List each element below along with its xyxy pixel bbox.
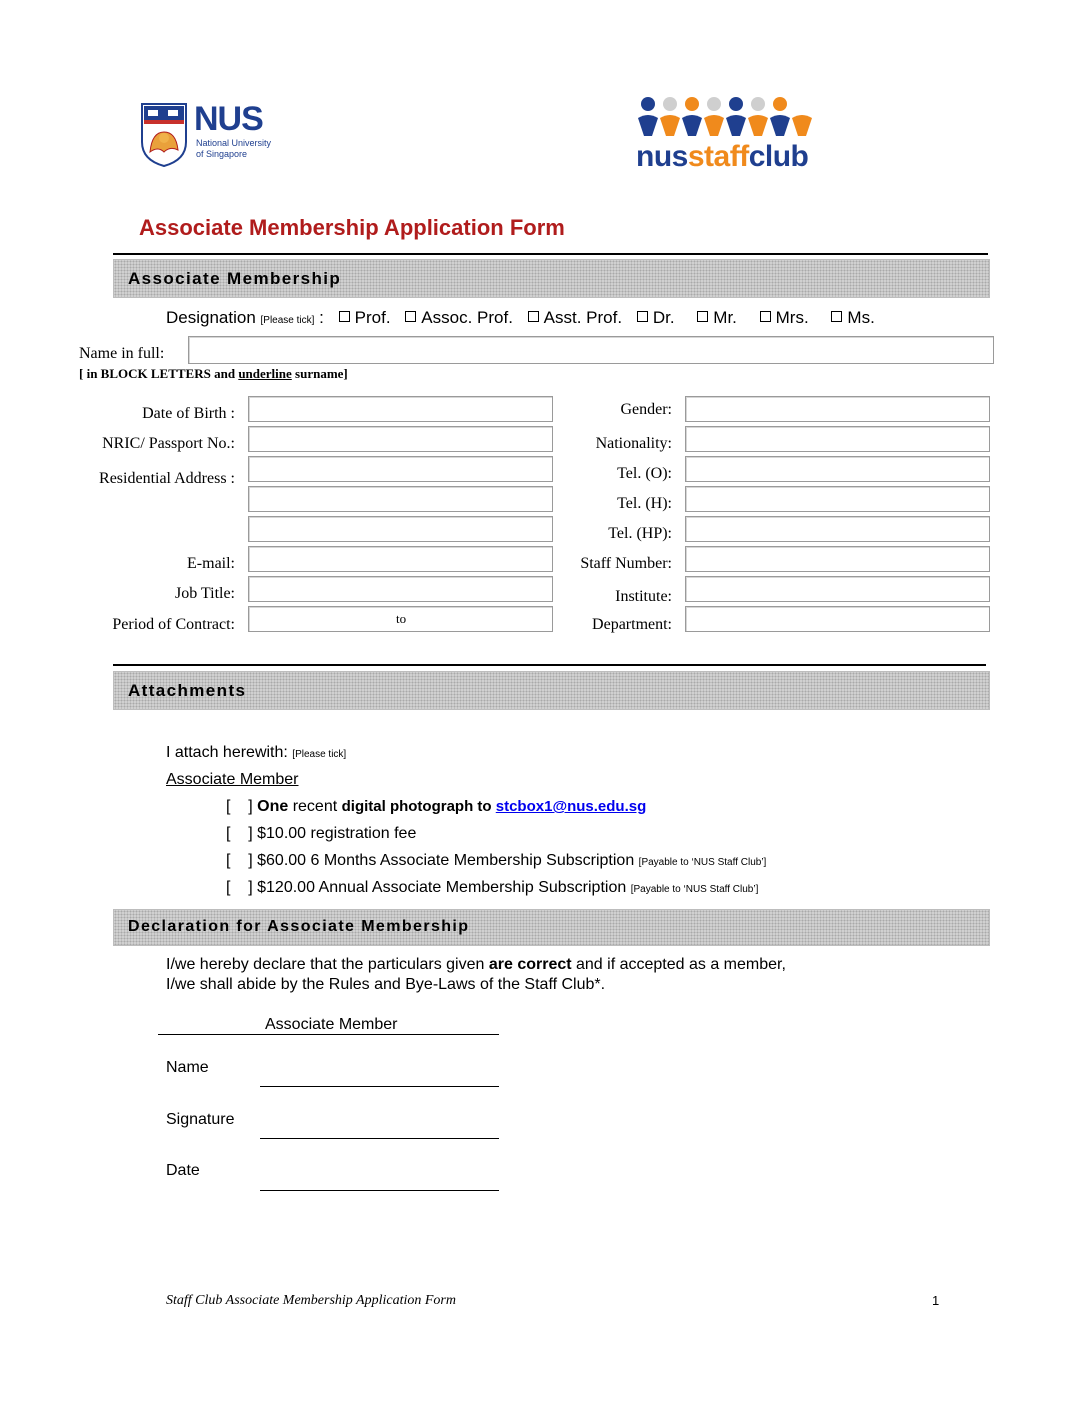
contract-label: Period of Contract:: [112, 616, 235, 633]
designation-assoc-prof[interactable]: Assoc. Prof.: [395, 308, 513, 327]
designation-prof[interactable]: Prof.: [329, 308, 391, 327]
people-row-icon: [636, 96, 816, 140]
signature-col-heading: Associate Member: [265, 1016, 398, 1033]
signature-line[interactable]: [260, 1138, 499, 1139]
staff-club-wordmark: nusstaffclub: [636, 140, 809, 173]
footer-text: Staff Club Associate Membership Application Form: [166, 1293, 456, 1308]
attach-item-6month[interactable]: [ ] $60.00 6 Months Associate Membership Subscription [Payable to ‘NUS Staff Club’]: [226, 852, 767, 869]
tel-office-label: Tel. (O):: [617, 465, 672, 482]
gender-label: Gender:: [620, 401, 672, 418]
nus-subtitle-2: of Singapore: [196, 149, 248, 159]
date-line[interactable]: [260, 1190, 499, 1191]
name-sign-label: Name: [166, 1059, 209, 1076]
email-label: E-mail:: [187, 555, 235, 572]
attach-item-annual[interactable]: [ ] $120.00 Annual Associate Membership Subscription [Payable to ‘NUS Staff Club’]: [226, 879, 759, 896]
checkbox-icon: [528, 311, 539, 322]
col-heading-underline: [158, 1034, 499, 1035]
designation-ms[interactable]: Ms.: [813, 308, 874, 327]
staff-number-label: Staff Number:: [580, 555, 672, 572]
email-link[interactable]: stcbox1@nus.edu.sg: [495, 798, 647, 815]
declaration-line-2: I/we shall abide by the Rules and Bye-Laws of the Staff Club*.: [166, 976, 606, 993]
designation-asst-prof[interactable]: Asst. Prof.: [518, 308, 622, 327]
nationality-label: Nationality:: [595, 435, 672, 452]
checkbox-icon: [697, 311, 708, 322]
nus-crest-icon: [140, 102, 188, 168]
page-number: 1: [932, 1293, 940, 1308]
address-field-3[interactable]: [248, 516, 553, 542]
page-title: Associate Membership Application Form: [139, 215, 565, 240]
name-label: Name in full:: [79, 345, 165, 362]
section-header-attachments: Attachments: [113, 671, 990, 710]
email-field[interactable]: [248, 546, 553, 572]
name-in-full-field[interactable]: [188, 336, 994, 364]
checkbox-icon: [637, 311, 648, 322]
attach-item-registration[interactable]: [ ] $10.00 registration fee: [226, 825, 417, 842]
staff-club-logo: [636, 96, 836, 176]
dob-label: Date of Birth :: [142, 405, 235, 422]
tel-home-field[interactable]: [685, 486, 990, 512]
address-field-2[interactable]: [248, 486, 553, 512]
designation-row: Designation [Please tick] : Prof. Assoc. Prof. Asst. Prof. Dr. Mr. Mrs. Ms.: [166, 308, 875, 327]
section-divider: [113, 664, 986, 666]
name-sign-line[interactable]: [260, 1086, 499, 1087]
checkbox-icon: [339, 311, 350, 322]
job-title-field[interactable]: [248, 576, 553, 602]
designation-mrs[interactable]: Mrs.: [742, 308, 809, 327]
nric-label: NRIC/ Passport No.:: [102, 435, 235, 452]
nus-logo: [140, 102, 290, 168]
attach-item-photo[interactable]: [ ] One recent digital photograph to stcbox1@nus.edu.sg: [226, 798, 647, 815]
department-field[interactable]: [685, 606, 990, 632]
job-title-label: Job Title:: [174, 585, 235, 602]
institute-label: Institute:: [615, 588, 672, 605]
signature-label: Signature: [166, 1111, 235, 1128]
address-label: Residential Address :: [99, 470, 235, 487]
title-divider: [113, 253, 988, 255]
nric-field[interactable]: [248, 426, 553, 452]
name-note: [ in BLOCK LETTERS and underline surname]: [79, 366, 348, 381]
tel-office-field[interactable]: [685, 456, 990, 482]
contract-to-text: to: [396, 611, 407, 626]
section-header-membership: Associate Membership: [113, 259, 990, 298]
designation-mr[interactable]: Mr.: [679, 308, 737, 327]
nationality-field[interactable]: [685, 426, 990, 452]
institute-field[interactable]: [685, 576, 990, 602]
date-label: Date: [166, 1162, 200, 1179]
nus-wordmark: NUS: [194, 100, 263, 138]
dob-field[interactable]: [248, 396, 553, 422]
gender-field[interactable]: [685, 396, 990, 422]
address-field-1[interactable]: [248, 456, 553, 482]
section-header-declaration: Declaration for Associate Membership: [113, 909, 990, 946]
contract-field[interactable]: [248, 606, 553, 632]
checkbox-icon: [405, 311, 416, 322]
tel-hp-label: Tel. (HP):: [608, 525, 672, 542]
department-label: Department:: [592, 616, 672, 633]
designation-dr[interactable]: Dr.: [627, 308, 675, 327]
staff-number-field[interactable]: [685, 546, 990, 572]
tel-home-label: Tel. (H):: [617, 495, 672, 512]
checkbox-icon: [831, 311, 842, 322]
nus-subtitle-1: National University: [196, 138, 272, 148]
tel-hp-field[interactable]: [685, 516, 990, 542]
attach-subheading: Associate Member: [166, 771, 299, 788]
checkbox-icon: [760, 311, 771, 322]
attach-intro: I attach herewith: [Please tick]: [166, 744, 347, 761]
declaration-line-1: I/we hereby declare that the particulars given are correct and if accepted as a member,: [166, 956, 786, 973]
